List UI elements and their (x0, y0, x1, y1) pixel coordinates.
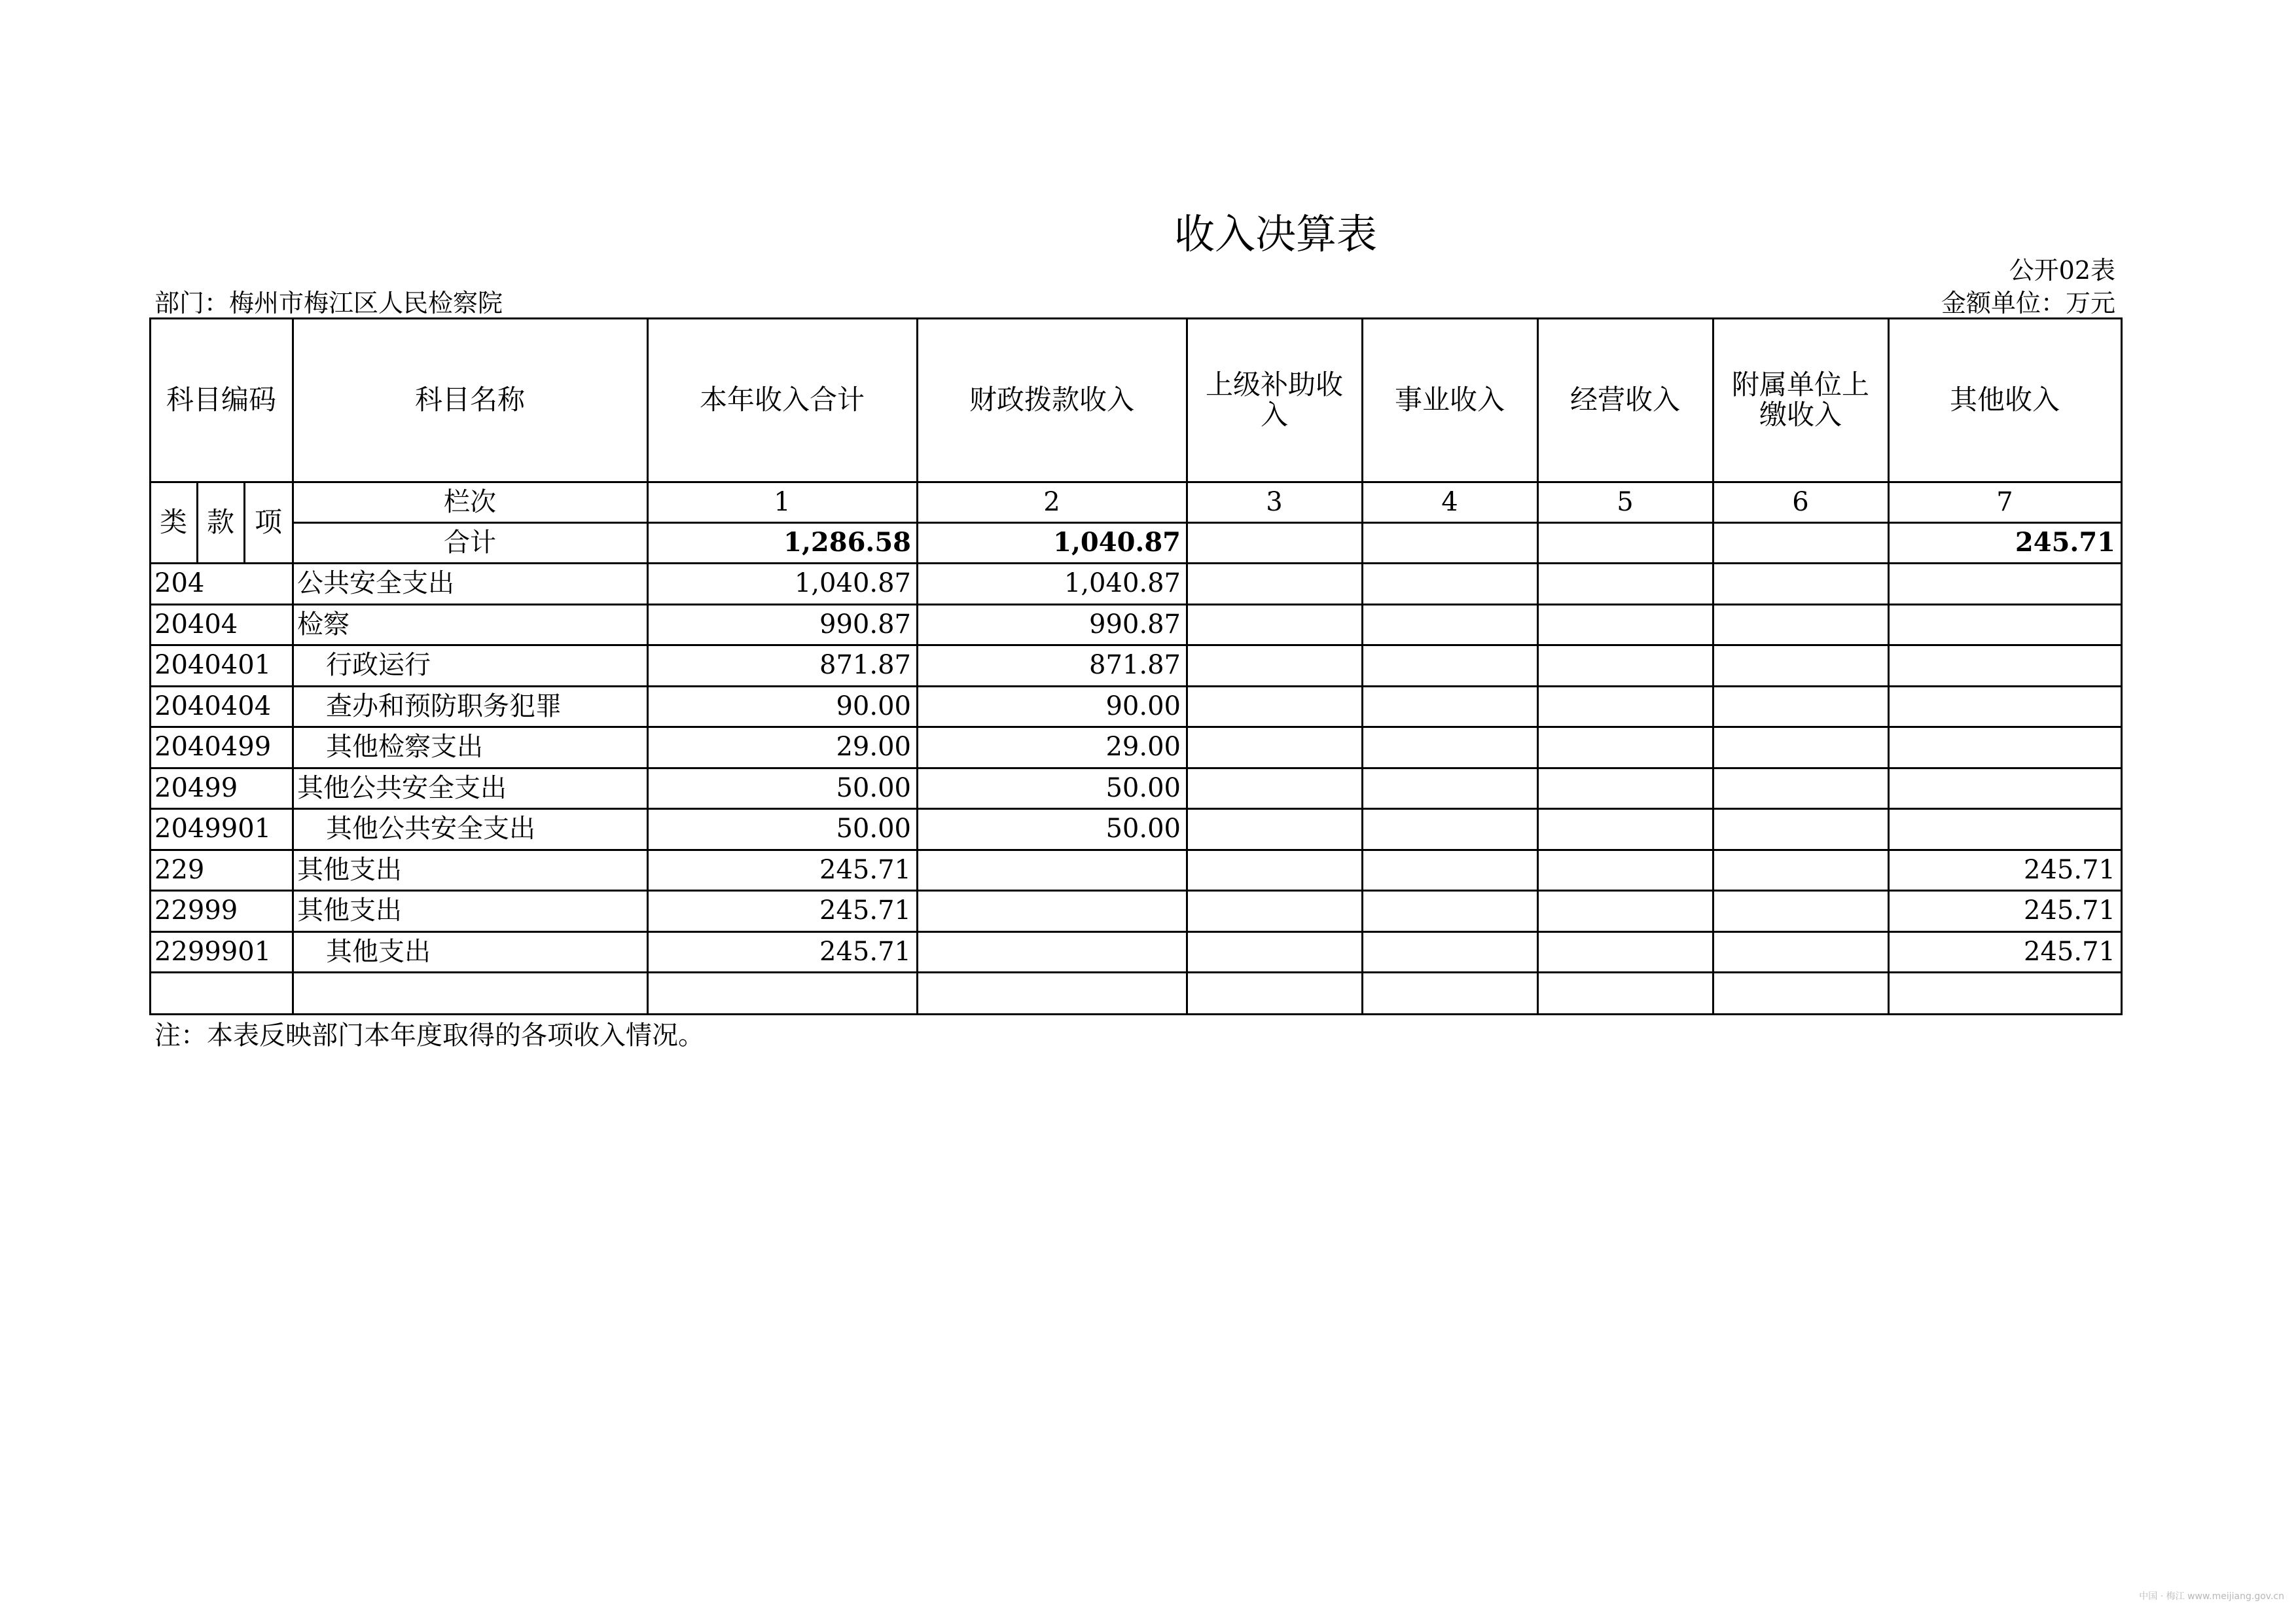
row-value-col-2: 871.87 (1089, 650, 1181, 681)
row-subject-name: 其他支出 (326, 936, 431, 967)
row-value-col-4 (1363, 932, 1537, 972)
column-number-4: 4 (1441, 487, 1458, 517)
table-rule (292, 522, 2123, 524)
row-value-col-1: 245.71 (819, 936, 911, 967)
department-label: 部门：梅州市梅江区人民检察院 (154, 289, 503, 317)
row-value-col-2: 990.87 (1089, 609, 1181, 640)
form-number: 公开02表 (2009, 256, 2115, 285)
row-value-col-6 (1713, 645, 1888, 685)
total-value-4 (1363, 523, 1537, 562)
table-rule (196, 481, 198, 564)
row-value-col-4 (1363, 727, 1537, 767)
row-code: 2040499 (154, 732, 272, 763)
row-value-col-2: 29.00 (1105, 732, 1181, 763)
row-value-col-5 (1538, 973, 1712, 1013)
row-value-col-1: 29.00 (836, 732, 911, 763)
row-subject-name: 查办和预防职务犯罪 (326, 691, 562, 721)
row-value-col-3 (1187, 809, 1361, 849)
row-value-col-4 (1363, 891, 1537, 931)
row-value-col-1: 90.00 (836, 691, 911, 721)
total-value-3 (1187, 523, 1361, 562)
header-col-4: 事业收入 (1394, 383, 1505, 416)
row-code: 20404 (154, 609, 238, 640)
row-code: 229 (154, 854, 205, 885)
table-rule (149, 726, 2123, 728)
row-value-col-7 (1889, 727, 2121, 767)
row-value-col-6 (1713, 932, 1888, 972)
row-value-col-6 (1713, 605, 1888, 645)
row-code: 204 (154, 568, 205, 599)
row-value-col-3 (1187, 768, 1361, 808)
row-subject-name: 公共安全支出 (297, 568, 454, 599)
row-value-col-2 (918, 850, 1186, 890)
header-col-2: 财政拨款收入 (969, 383, 1134, 416)
row-value-col-1: 1,040.87 (794, 568, 911, 599)
row-value-col-7 (1889, 768, 2121, 808)
table-rule (1361, 317, 1363, 1015)
row-value-col-4 (1363, 850, 1537, 890)
row-subject-name: 其他检察支出 (326, 732, 483, 763)
row-value-col-3 (1187, 687, 1361, 727)
row-value-col-5 (1538, 687, 1712, 727)
row-value-col-2: 50.00 (1105, 772, 1181, 803)
table-rule (916, 317, 918, 1015)
row-value-col-1: 50.00 (836, 772, 911, 803)
row-subject-name: 其他公共安全支出 (326, 814, 535, 844)
row-subject-name: 其他支出 (297, 854, 402, 885)
row-value-col-4 (1363, 564, 1537, 604)
row-value-col-6 (1713, 687, 1888, 727)
page-title: 收入决算表 (1174, 210, 1377, 258)
row-value-col-7: 245.71 (2024, 895, 2115, 926)
row-value-col-3 (1187, 605, 1361, 645)
table-rule (149, 604, 2123, 605)
table-rule (149, 767, 2123, 769)
row-subject-name: 行政运行 (326, 650, 431, 681)
header-subject-name: 科目名称 (414, 383, 525, 416)
row-value-col-5 (1538, 605, 1712, 645)
watermark-footer: 中国 · 梅江 www.meijiang.gov.cn (2139, 1591, 2284, 1602)
row-value-col-4 (1363, 645, 1537, 685)
total-value-7: 245.71 (2015, 527, 2115, 558)
column-number-3: 3 (1266, 487, 1283, 517)
row-subject-name: 其他支出 (297, 895, 402, 926)
row-value-col-3 (1187, 932, 1361, 972)
amount-unit-label: 金额单位：万元 (1941, 289, 2115, 317)
row-value-col-2 (918, 973, 1186, 1013)
table-rule (2121, 317, 2123, 1015)
row-value-col-7: 245.71 (2024, 936, 2115, 967)
row-code: 2040404 (154, 691, 272, 721)
total-value-2: 1,040.87 (1053, 527, 1181, 558)
header-kuan: 款 (206, 505, 234, 538)
row-value-col-6 (1713, 768, 1888, 808)
table-rule (149, 890, 2123, 892)
row-code: 2299901 (154, 936, 272, 967)
row-value-col-2 (918, 932, 1186, 972)
row-value-col-6 (1713, 891, 1888, 931)
row-code: 20499 (154, 772, 238, 803)
row-value-col-1 (648, 973, 916, 1013)
table-rule (1888, 317, 1890, 1015)
row-value-col-3 (1187, 973, 1361, 1013)
header-col-6: 附属单位上缴收入 (1731, 368, 1869, 431)
total-value-1: 1,286.58 (783, 527, 911, 558)
table-rule (149, 562, 2123, 564)
row-value-col-7 (1889, 605, 2121, 645)
row-value-col-1: 990.87 (819, 609, 911, 640)
table-rule (149, 685, 2123, 687)
column-number-1: 1 (774, 487, 791, 517)
row-value-col-6 (1713, 564, 1888, 604)
row-value-col-5 (1538, 768, 1712, 808)
header-code-group: 科目编码 (166, 383, 276, 416)
row-value-col-2: 90.00 (1105, 691, 1181, 721)
table-rule (149, 644, 2123, 646)
total-value-6 (1713, 523, 1888, 562)
table-rule (149, 481, 294, 483)
header-col-1: 本年收入合计 (699, 383, 865, 416)
row-value-col-3 (1187, 727, 1361, 767)
table-rule (149, 849, 2123, 851)
column-number-5: 5 (1617, 487, 1634, 517)
column-number-7: 7 (1996, 487, 2013, 517)
table-rule (149, 808, 2123, 810)
row-value-col-7 (1889, 809, 2121, 849)
row-value-col-5 (1538, 932, 1712, 972)
row-code: 2040401 (154, 650, 272, 681)
row-value-col-5 (1538, 809, 1712, 849)
row-value-col-7 (1889, 564, 2121, 604)
row-value-col-1: 871.87 (819, 650, 911, 681)
row-subject-name (293, 973, 647, 1013)
row-value-col-5 (1538, 891, 1712, 931)
row-value-col-4 (1363, 973, 1537, 1013)
row-value-col-5 (1538, 727, 1712, 767)
row-value-col-2: 1,040.87 (1064, 568, 1181, 599)
table-rule (243, 481, 245, 564)
row-code: 2049901 (154, 814, 272, 844)
row-value-col-5 (1538, 645, 1712, 685)
row-value-col-4 (1363, 809, 1537, 849)
table-rule (1537, 317, 1539, 1015)
row-value-col-6 (1713, 727, 1888, 767)
table-rule (149, 317, 2123, 319)
row-value-col-7 (1889, 687, 2121, 727)
row-value-col-7: 245.71 (2024, 854, 2115, 885)
table-rule (647, 317, 649, 1015)
total-value-5 (1538, 523, 1712, 562)
row-value-col-2 (918, 891, 1186, 931)
table-rule (1186, 317, 1188, 1015)
table-rule (149, 971, 2123, 973)
row-value-col-4 (1363, 768, 1537, 808)
row-value-col-7 (1889, 645, 2121, 685)
total-label: 合计 (444, 528, 496, 558)
row-value-col-2: 50.00 (1105, 814, 1181, 844)
table-rule (149, 931, 2123, 933)
row-code (151, 973, 292, 1013)
row-value-col-1: 245.71 (819, 895, 911, 926)
row-value-col-3 (1187, 850, 1361, 890)
row-value-col-1: 245.71 (819, 854, 911, 885)
header-col-7: 其他收入 (1949, 383, 2060, 416)
table-note: 注：本表反映部门本年度取得的各项收入情况。 (154, 1020, 704, 1051)
row-value-col-5 (1538, 850, 1712, 890)
row-code: 22999 (154, 895, 238, 926)
column-number-2: 2 (1043, 487, 1060, 517)
table-rule (1712, 317, 1714, 1015)
column-number-6: 6 (1792, 487, 1809, 517)
row-value-col-4 (1363, 605, 1537, 645)
row-value-col-6 (1713, 973, 1888, 1013)
row-value-col-7 (1889, 973, 2121, 1013)
lanci-label: 栏次 (444, 487, 496, 517)
row-value-col-6 (1713, 809, 1888, 849)
row-subject-name: 其他公共安全支出 (297, 772, 507, 803)
header-lei: 类 (159, 505, 187, 538)
table-rule (149, 317, 151, 1015)
income-settlement-table (149, 317, 2123, 1015)
row-value-col-5 (1538, 564, 1712, 604)
row-value-col-1: 50.00 (836, 814, 911, 844)
table-rule (292, 481, 2123, 483)
table-rule (292, 317, 294, 1015)
row-value-col-6 (1713, 850, 1888, 890)
header-col-3: 上级补助收入 (1205, 368, 1343, 431)
row-value-col-4 (1363, 687, 1537, 727)
row-value-col-3 (1187, 564, 1361, 604)
header-xiang: 项 (254, 505, 282, 538)
row-value-col-3 (1187, 645, 1361, 685)
row-subject-name: 检察 (297, 609, 350, 640)
header-col-5: 经营收入 (1570, 383, 1680, 416)
row-value-col-3 (1187, 891, 1361, 931)
